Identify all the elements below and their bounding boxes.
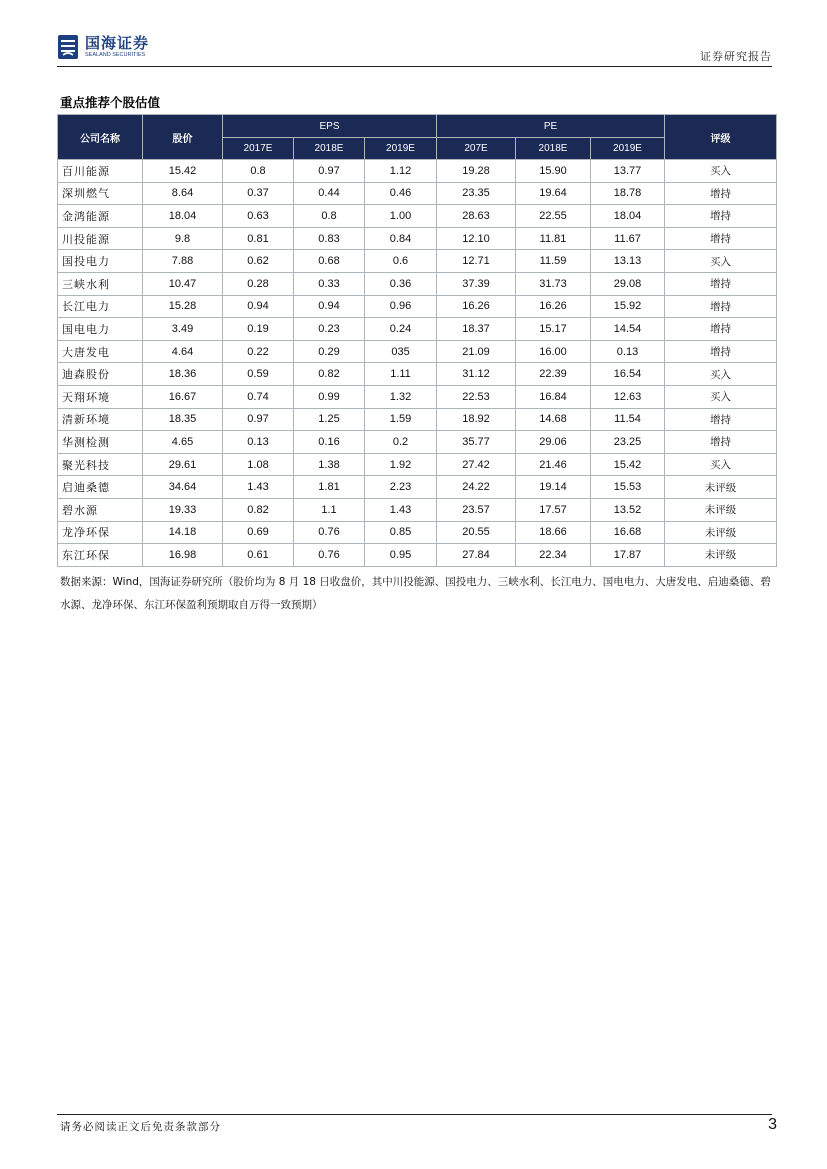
pe-2018e-cell: 11.59: [516, 250, 591, 273]
source-note: 数据来源：Wind，国海证券研究所（股价均为 8 月 18 日收盘价，其中川投能源、国投电力、三峡水利、长江电力、国电电力、大唐发电、启迪桑德、碧水源、龙净环保、东江环保盈利预期取自万得一致预期）: [60, 576, 771, 611]
rating-cell: 未评级: [665, 476, 777, 499]
eps-2018e-cell: 0.8: [294, 205, 365, 228]
company-name-cell: 百川能源: [58, 160, 143, 183]
pe-2019e-cell: 29.08: [591, 272, 665, 295]
pe-2019e-cell: 23.25: [591, 431, 665, 454]
pe-2018e-cell: 31.73: [516, 272, 591, 295]
eps-2018e-cell: 0.16: [294, 431, 365, 454]
table-row: [58, 408, 777, 431]
stock-price-cell: 9.8: [143, 227, 223, 250]
eps-2019e-cell: 1.11: [365, 363, 437, 386]
table-row: [58, 385, 777, 408]
eps-2018e-cell: 0.29: [294, 340, 365, 363]
pe-2018e-cell: 22.39: [516, 363, 591, 386]
company-name-cell: 川投能源: [58, 227, 143, 250]
eps-2017e-cell: 1.08: [223, 453, 294, 476]
rating-cell: 增持: [665, 205, 777, 228]
company-name-cell: 东江环保: [58, 544, 143, 567]
pe-2018e-cell: 15.17: [516, 318, 591, 341]
company-name-cell: 深圳燃气: [58, 182, 143, 205]
stock-price-cell: 19.33: [143, 498, 223, 521]
stock-price-cell: 18.36: [143, 363, 223, 386]
rating-cell: 买入: [665, 385, 777, 408]
rating-cell: 增持: [665, 182, 777, 205]
table-row: [58, 160, 777, 183]
eps-2017e-cell: 0.28: [223, 272, 294, 295]
header-pe-year: 207E: [437, 138, 516, 160]
rating-cell: 买入: [665, 160, 777, 183]
report-type-label: 证券研究报告: [700, 50, 772, 63]
pe-2017e-cell: 22.53: [437, 385, 516, 408]
eps-2019e-cell: 1.92: [365, 453, 437, 476]
eps-2017e-cell: 0.82: [223, 498, 294, 521]
pe-2018e-cell: 15.90: [516, 160, 591, 183]
rating-cell: 买入: [665, 250, 777, 273]
table-row: [58, 318, 777, 341]
header-rating: 评级: [665, 115, 777, 160]
table-row: [58, 521, 777, 544]
disclaimer-note: 请务必阅读正文后免责条款部分: [60, 1121, 221, 1133]
eps-2017e-cell: 1.43: [223, 476, 294, 499]
stock-price-cell: 18.35: [143, 408, 223, 431]
table-row: [58, 544, 777, 567]
pe-2017e-cell: 19.28: [437, 160, 516, 183]
eps-2018e-cell: 1.38: [294, 453, 365, 476]
pe-2018e-cell: 22.55: [516, 205, 591, 228]
eps-2017e-cell: 0.8: [223, 160, 294, 183]
eps-2018e-cell: 0.33: [294, 272, 365, 295]
pe-2019e-cell: 16.54: [591, 363, 665, 386]
eps-2019e-cell: 0.2: [365, 431, 437, 454]
page-header: [57, 34, 772, 66]
pe-2019e-cell: 11.54: [591, 408, 665, 431]
section-title: 重点推荐个股估值: [60, 95, 161, 110]
pe-2018e-cell: 11.81: [516, 227, 591, 250]
rating-cell: 未评级: [665, 521, 777, 544]
pe-2018e-cell: 16.26: [516, 295, 591, 318]
pe-2019e-cell: 18.04: [591, 205, 665, 228]
rating-cell: 增持: [665, 431, 777, 454]
company-name-cell: 天翔环境: [58, 385, 143, 408]
company-name-cell: 大唐发电: [58, 340, 143, 363]
eps-2017e-cell: 0.69: [223, 521, 294, 544]
company-name-cell: 清新环境: [58, 408, 143, 431]
eps-2019e-cell: 0.95: [365, 544, 437, 567]
header-price: 股价: [143, 115, 223, 160]
table-row: [58, 205, 777, 228]
eps-2019e-cell: 1.43: [365, 498, 437, 521]
rating-cell: 买入: [665, 363, 777, 386]
pe-2019e-cell: 13.77: [591, 160, 665, 183]
stock-price-cell: 29.61: [143, 453, 223, 476]
stock-price-cell: 4.64: [143, 340, 223, 363]
pe-2017e-cell: 27.84: [437, 544, 516, 567]
pe-2017e-cell: 18.37: [437, 318, 516, 341]
rating-cell: 增持: [665, 408, 777, 431]
table-row: [58, 431, 777, 454]
eps-2018e-cell: 0.83: [294, 227, 365, 250]
company-name-cell: 迪森股份: [58, 363, 143, 386]
pe-2017e-cell: 24.22: [437, 476, 516, 499]
eps-2017e-cell: 0.74: [223, 385, 294, 408]
eps-2017e-cell: 0.94: [223, 295, 294, 318]
pe-2017e-cell: 28.63: [437, 205, 516, 228]
pe-2017e-cell: 35.77: [437, 431, 516, 454]
stock-price-cell: 8.64: [143, 182, 223, 205]
pe-2017e-cell: 27.42: [437, 453, 516, 476]
pe-2017e-cell: 18.92: [437, 408, 516, 431]
pe-2017e-cell: 23.57: [437, 498, 516, 521]
sealand-logo-icon: [57, 34, 79, 60]
eps-2019e-cell: 2.23: [365, 476, 437, 499]
table-row: [58, 476, 777, 499]
eps-2018e-cell: 0.99: [294, 385, 365, 408]
eps-2018e-cell: 0.76: [294, 544, 365, 567]
rating-cell: 增持: [665, 227, 777, 250]
pe-2018e-cell: 16.00: [516, 340, 591, 363]
table-row: [58, 182, 777, 205]
stock-price-cell: 15.42: [143, 160, 223, 183]
stock-price-cell: 10.47: [143, 272, 223, 295]
eps-2018e-cell: 0.44: [294, 182, 365, 205]
header-pe: PE: [437, 115, 665, 138]
eps-2017e-cell: 0.62: [223, 250, 294, 273]
company-name-cell: 国电电力: [58, 318, 143, 341]
eps-2018e-cell: 0.76: [294, 521, 365, 544]
table-row: [58, 295, 777, 318]
pe-2018e-cell: 21.46: [516, 453, 591, 476]
pe-2019e-cell: 0.13: [591, 340, 665, 363]
eps-2017e-cell: 0.97: [223, 408, 294, 431]
stock-price-cell: 14.18: [143, 521, 223, 544]
header-pe-year: 2019E: [591, 138, 665, 160]
stock-price-cell: 34.64: [143, 476, 223, 499]
stock-price-cell: 7.88: [143, 250, 223, 273]
eps-2019e-cell: 0.6: [365, 250, 437, 273]
eps-2018e-cell: 0.23: [294, 318, 365, 341]
pe-2019e-cell: 15.53: [591, 476, 665, 499]
table-body: [58, 160, 777, 567]
table-row: [58, 227, 777, 250]
eps-2017e-cell: 0.59: [223, 363, 294, 386]
brand-logo: [57, 34, 149, 60]
eps-2019e-cell: 1.32: [365, 385, 437, 408]
rating-cell: 增持: [665, 340, 777, 363]
company-name-cell: 长江电力: [58, 295, 143, 318]
eps-2018e-cell: 0.94: [294, 295, 365, 318]
eps-2018e-cell: 1.25: [294, 408, 365, 431]
header-eps-year: 2019E: [365, 138, 437, 160]
pe-2019e-cell: 16.68: [591, 521, 665, 544]
company-name-cell: 碧水源: [58, 498, 143, 521]
pe-2019e-cell: 17.87: [591, 544, 665, 567]
table-row: [58, 340, 777, 363]
company-name-cell: 启迪桑德: [58, 476, 143, 499]
eps-2019e-cell: 0.84: [365, 227, 437, 250]
header-eps-year: 2018E: [294, 138, 365, 160]
eps-2019e-cell: 0.46: [365, 182, 437, 205]
pe-2017e-cell: 23.35: [437, 182, 516, 205]
rating-cell: 未评级: [665, 544, 777, 567]
eps-2017e-cell: 0.81: [223, 227, 294, 250]
eps-2017e-cell: 0.37: [223, 182, 294, 205]
header-divider: [57, 66, 772, 67]
company-name-cell: 聚光科技: [58, 453, 143, 476]
table-row: [58, 363, 777, 386]
pe-2017e-cell: 16.26: [437, 295, 516, 318]
company-name-cell: 龙净环保: [58, 521, 143, 544]
company-name-cell: 华测检测: [58, 431, 143, 454]
eps-2017e-cell: 0.63: [223, 205, 294, 228]
pe-2018e-cell: 18.66: [516, 521, 591, 544]
header-eps-year: 2017E: [223, 138, 294, 160]
table-row: [58, 498, 777, 521]
pe-2017e-cell: 21.09: [437, 340, 516, 363]
eps-2019e-cell: 1.59: [365, 408, 437, 431]
rating-cell: 买入: [665, 453, 777, 476]
eps-2019e-cell: 1.00: [365, 205, 437, 228]
eps-2019e-cell: 0.24: [365, 318, 437, 341]
eps-2019e-cell: 035: [365, 340, 437, 363]
stock-price-cell: 16.98: [143, 544, 223, 567]
pe-2018e-cell: 16.84: [516, 385, 591, 408]
pe-2018e-cell: 22.34: [516, 544, 591, 567]
pe-2018e-cell: 19.64: [516, 182, 591, 205]
pe-2019e-cell: 18.78: [591, 182, 665, 205]
eps-2018e-cell: 0.68: [294, 250, 365, 273]
eps-2019e-cell: 0.85: [365, 521, 437, 544]
stock-price-cell: 18.04: [143, 205, 223, 228]
eps-2017e-cell: 0.13: [223, 431, 294, 454]
brand-name-en: SEALAND SECURITIES: [85, 52, 146, 58]
company-name-cell: 国投电力: [58, 250, 143, 273]
header-pe-year: 2018E: [516, 138, 591, 160]
stock-price-cell: 4.65: [143, 431, 223, 454]
eps-2017e-cell: 0.61: [223, 544, 294, 567]
table-row: [58, 272, 777, 295]
stock-price-cell: 3.49: [143, 318, 223, 341]
rating-cell: 增持: [665, 318, 777, 341]
eps-2017e-cell: 0.19: [223, 318, 294, 341]
eps-2019e-cell: 0.36: [365, 272, 437, 295]
company-name-cell: 金鸿能源: [58, 205, 143, 228]
pe-2019e-cell: 15.42: [591, 453, 665, 476]
brand-name-cn: 国海证券: [85, 34, 150, 52]
table-row: [58, 453, 777, 476]
pe-2019e-cell: 11.67: [591, 227, 665, 250]
pe-2018e-cell: 29.06: [516, 431, 591, 454]
company-name-cell: 三峡水利: [58, 272, 143, 295]
eps-2018e-cell: 1.1: [294, 498, 365, 521]
eps-2019e-cell: 1.12: [365, 160, 437, 183]
pe-2019e-cell: 12.63: [591, 385, 665, 408]
pe-2018e-cell: 17.57: [516, 498, 591, 521]
pe-2018e-cell: 14.68: [516, 408, 591, 431]
rating-cell: 未评级: [665, 498, 777, 521]
table-row: [58, 250, 777, 273]
pe-2019e-cell: 13.52: [591, 498, 665, 521]
stock-price-cell: 16.67: [143, 385, 223, 408]
rating-cell: 增持: [665, 272, 777, 295]
pe-2017e-cell: 37.39: [437, 272, 516, 295]
stock-price-cell: 15.28: [143, 295, 223, 318]
header-company: 公司名称: [58, 115, 143, 160]
eps-2017e-cell: 0.22: [223, 340, 294, 363]
pe-2017e-cell: 12.10: [437, 227, 516, 250]
pe-2019e-cell: 14.54: [591, 318, 665, 341]
pe-2017e-cell: 20.55: [437, 521, 516, 544]
footer-divider: [57, 1114, 772, 1115]
pe-2017e-cell: 31.12: [437, 363, 516, 386]
header-eps: EPS: [223, 115, 437, 138]
page-number: 3: [768, 1116, 777, 1133]
eps-2018e-cell: 1.81: [294, 476, 365, 499]
eps-2018e-cell: 0.82: [294, 363, 365, 386]
pe-2018e-cell: 19.14: [516, 476, 591, 499]
pe-2019e-cell: 15.92: [591, 295, 665, 318]
rating-cell: 增持: [665, 295, 777, 318]
eps-2018e-cell: 0.97: [294, 160, 365, 183]
pe-2019e-cell: 13.13: [591, 250, 665, 273]
eps-2019e-cell: 0.96: [365, 295, 437, 318]
valuation-table: [57, 114, 777, 567]
pe-2017e-cell: 12.71: [437, 250, 516, 273]
